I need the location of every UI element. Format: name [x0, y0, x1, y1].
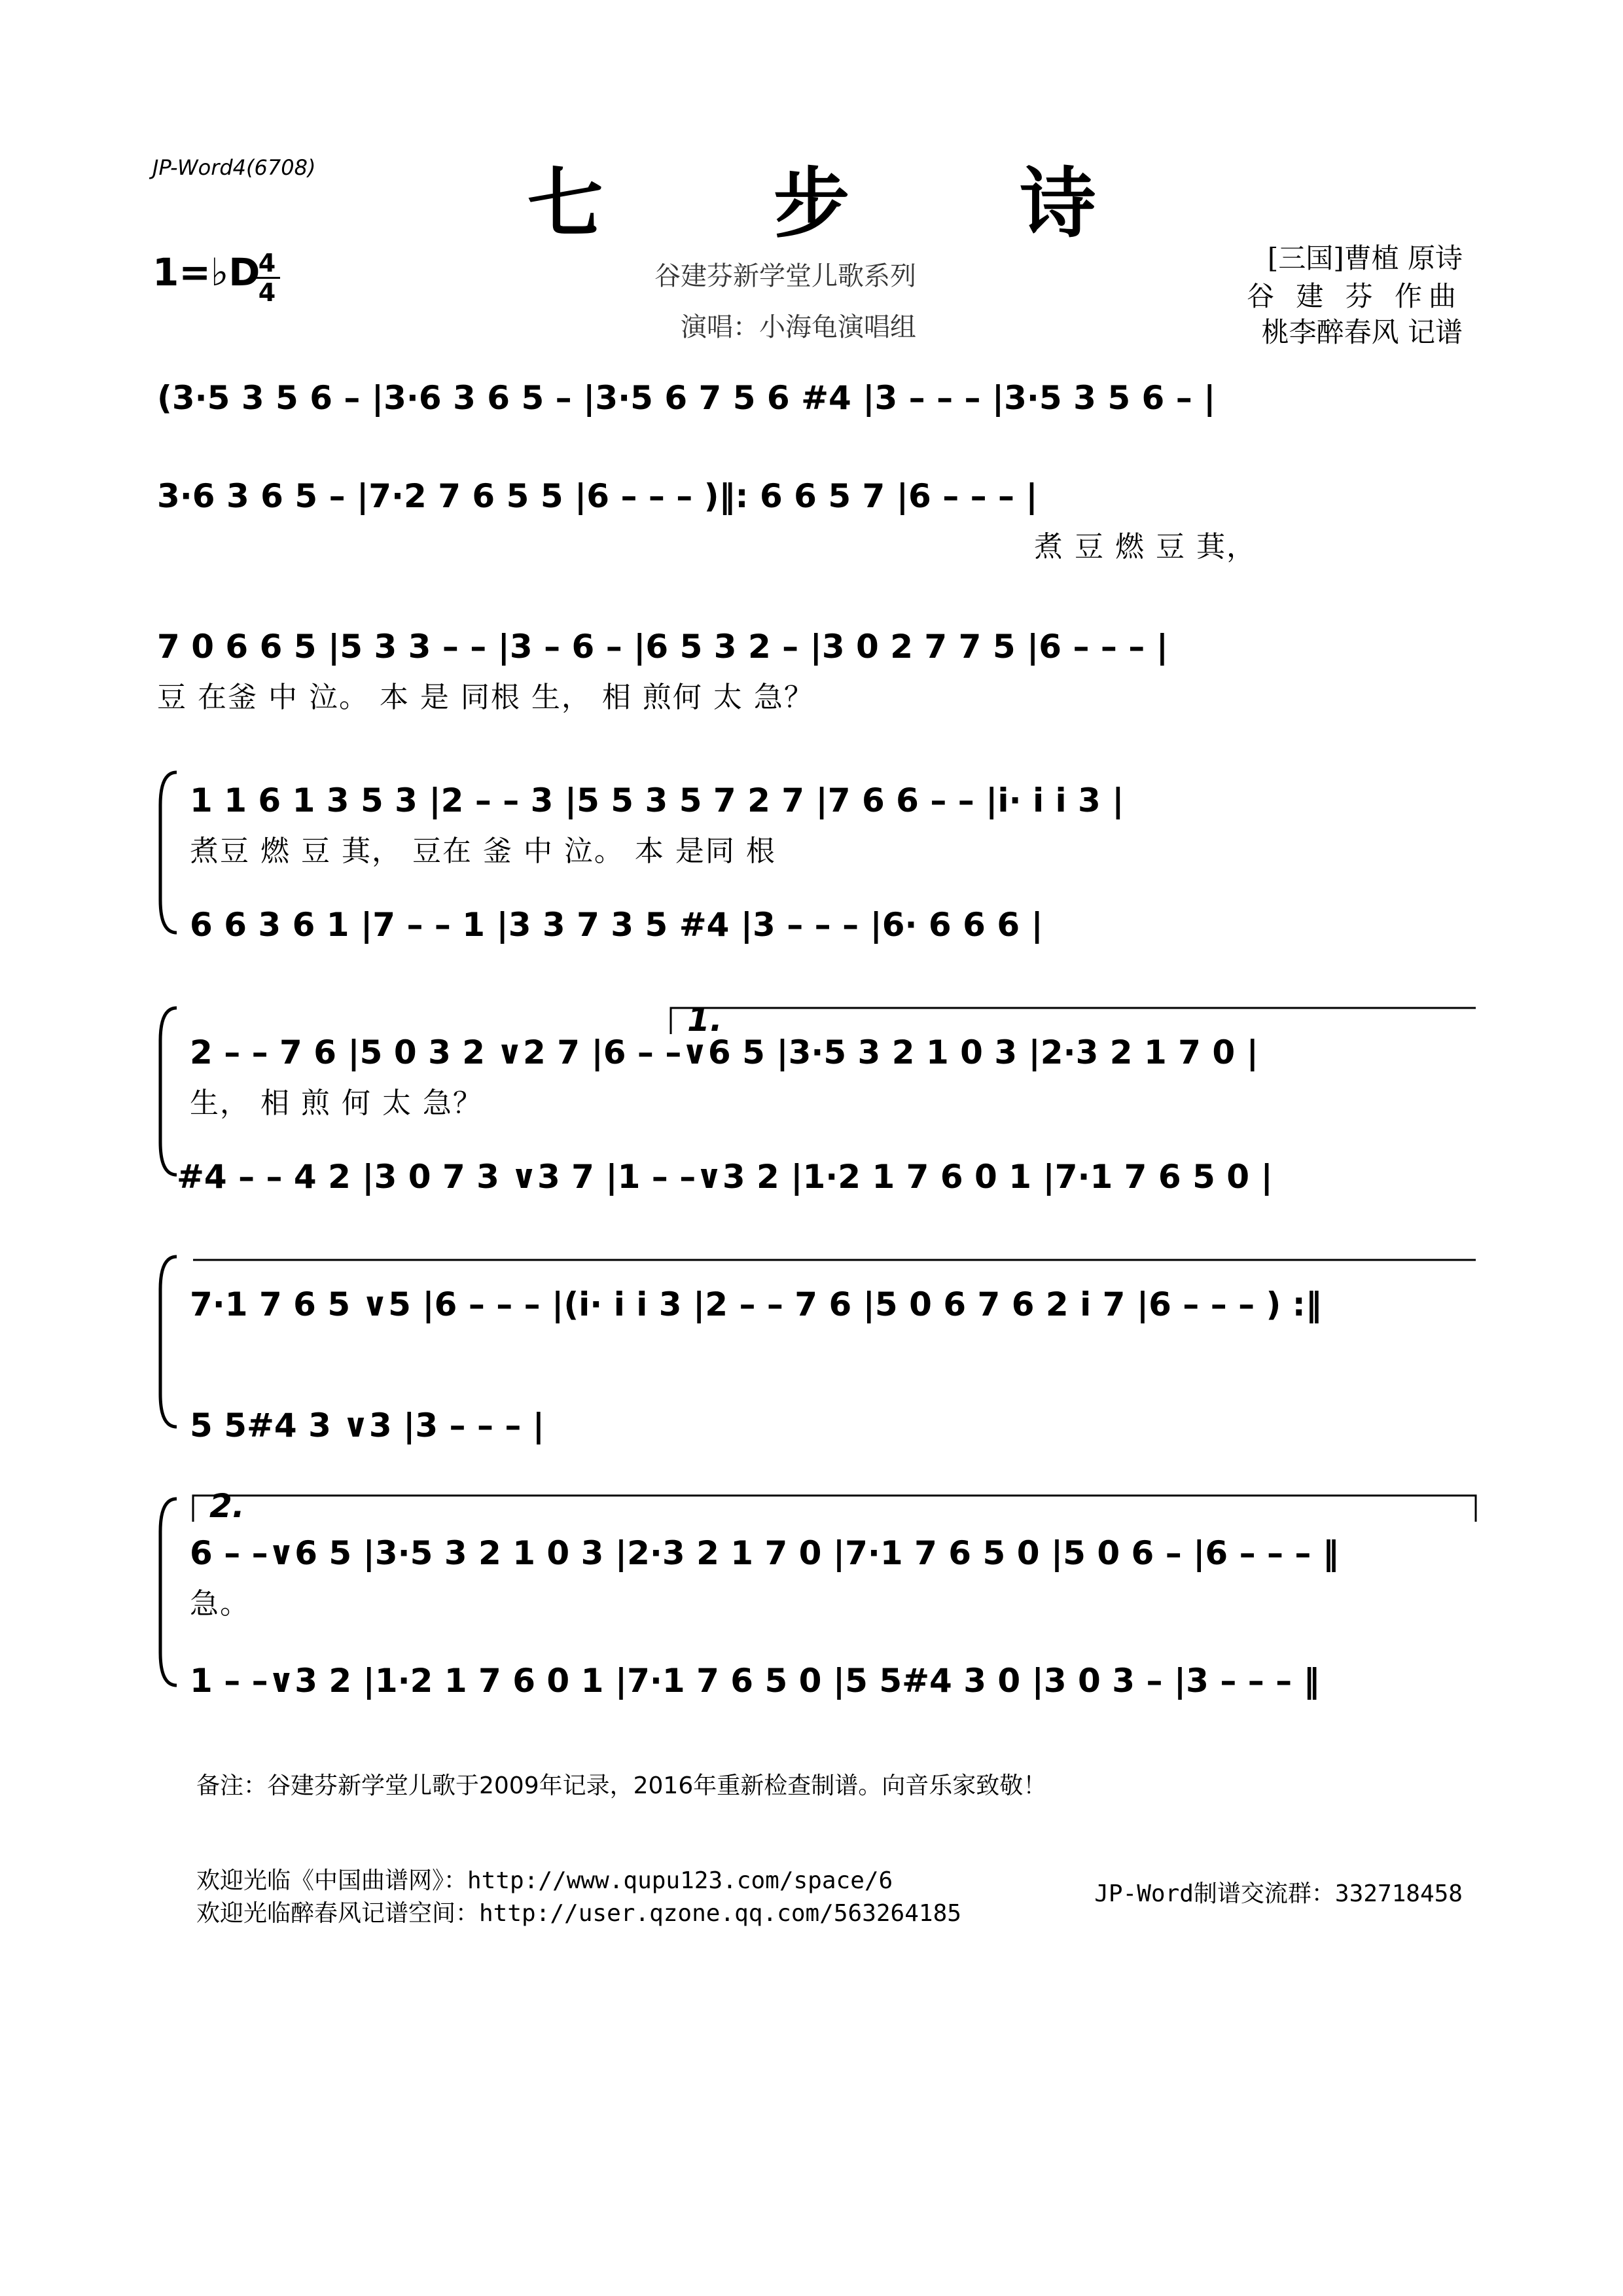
score-row-7b: 1 – –∨3 2 |1·2 1 7 6 0 1 |7·1 7 6 5 0 |5 5#4 3 0 |3 0 3 – |3 – – – ‖	[190, 1662, 1320, 1700]
brace-system-7	[160, 1499, 177, 1685]
singer: 演唱：小海龟演唱组	[681, 312, 916, 342]
score-row-2: 3·6 3 6 5 – |7·2 7 6 5 5 |6 – – – )‖: 6 6 5 7 |6 – – – |	[157, 477, 1038, 515]
volta-1-label: 1.	[687, 1001, 722, 1039]
remark: 备注：谷建芬新学堂儿歌于2009年记录，2016年重新检查制谱。向音乐家致敬！	[196, 1772, 1047, 1799]
score-row-3: 7 0 6 6 5 |5 3 3 – – |3 – 6 – |6 5 3 2 – |3 0 2 7 7 5 |6 – – – |	[157, 628, 1168, 666]
credit-transcriber: 桃李醉春风 记谱	[1261, 316, 1463, 348]
credit-poet: [三国]曹植 原诗	[1267, 242, 1463, 274]
software-label: JP-Word4(6708)	[152, 155, 316, 180]
score-row-6b: 5 5#4 3 ∨3 |3 – – – |	[190, 1407, 545, 1444]
website-link-qzone[interactable]: 欢迎光临醉春风记谱空间：http://user.qzone.qq.com/563264185	[196, 1900, 961, 1927]
time-signature-bottom: 4	[258, 278, 276, 307]
lyrics-row-2: 煮 豆 燃 豆 萁，	[1034, 530, 1257, 564]
score-row-7a: 6 – –∨6 5 |3·5 3 2 1 0 3 |2·3 2 1 7 0 |7·1 7 6 5 0 |5 0 6 – |6 – – – ‖	[190, 1534, 1339, 1572]
credit-composer: 谷 建 芬 作曲	[1246, 280, 1463, 312]
score-row-5a: 2 – – 7 6 |5 0 3 2 ∨2 7 |6 – –∨6 5 |3·5 3 2 1 0 3 |2·3 2 1 7 0 |	[190, 1033, 1258, 1071]
brace-system-5	[160, 1008, 177, 1175]
key-signature: 1=♭D	[152, 250, 260, 295]
series-name: 谷建芬新学堂儿歌系列	[654, 261, 916, 291]
score-row-4a: 1 1 6 1 3 5 3 |2 – – 3 |5 5 3 5 7 2 7 |7 6 6 – – |i· i i 3 |	[190, 781, 1124, 819]
volta-1-bracket	[671, 1008, 1476, 1034]
time-signature-top: 4	[258, 249, 276, 278]
score-row-1: (3·5 3 5 6 – |3·6 3 6 5 – |3·5 6 7 5 6 #4 |3 – – – |3·5 3 5 6 – |	[157, 379, 1216, 417]
lyrics-row-5a: 生， 相 煎 何 太 急？	[190, 1086, 483, 1120]
brace-system-6	[160, 1257, 177, 1427]
brace-system-4	[160, 772, 177, 933]
lyrics-row-4a: 煮豆 燃 豆 萁， 豆在 釜 中 泣。 本 是同 根	[190, 834, 776, 868]
lyrics-row-7a: 急。	[190, 1587, 250, 1621]
volta-2-bracket	[193, 1496, 1476, 1522]
chat-group-number: JP-Word制谱交流群：332718458	[1094, 1880, 1463, 1907]
score-row-5b: #4 – – 4 2 |3 0 7 3 ∨3 7 |1 – –∨3 2 |1·2 1 7 6 0 1 |7·1 7 6 5 0 |	[177, 1158, 1273, 1196]
volta-2-label: 2.	[209, 1487, 245, 1525]
website-link-qupu[interactable]: 欢迎光临《中国曲谱网》：http://www.qupu123.com/space/6	[196, 1867, 893, 1894]
score-row-4b: 6 6 3 6 1 |7 – – 1 |3 3 7 3 5 #4 |3 – – – |6· 6 6 6 |	[190, 906, 1043, 944]
song-title: 七 步 诗	[527, 159, 1168, 248]
lyrics-row-3: 豆 在釜 中 泣。 本 是 同根 生， 相 煎何 太 急？	[157, 681, 814, 714]
score-row-6a: 7·1 7 6 5 ∨5 |6 – – – |(i· i i 3 |2 – – 7 6 |5 0 6 7 6 2 i 7 |6 – – – ) :‖	[190, 1285, 1322, 1323]
